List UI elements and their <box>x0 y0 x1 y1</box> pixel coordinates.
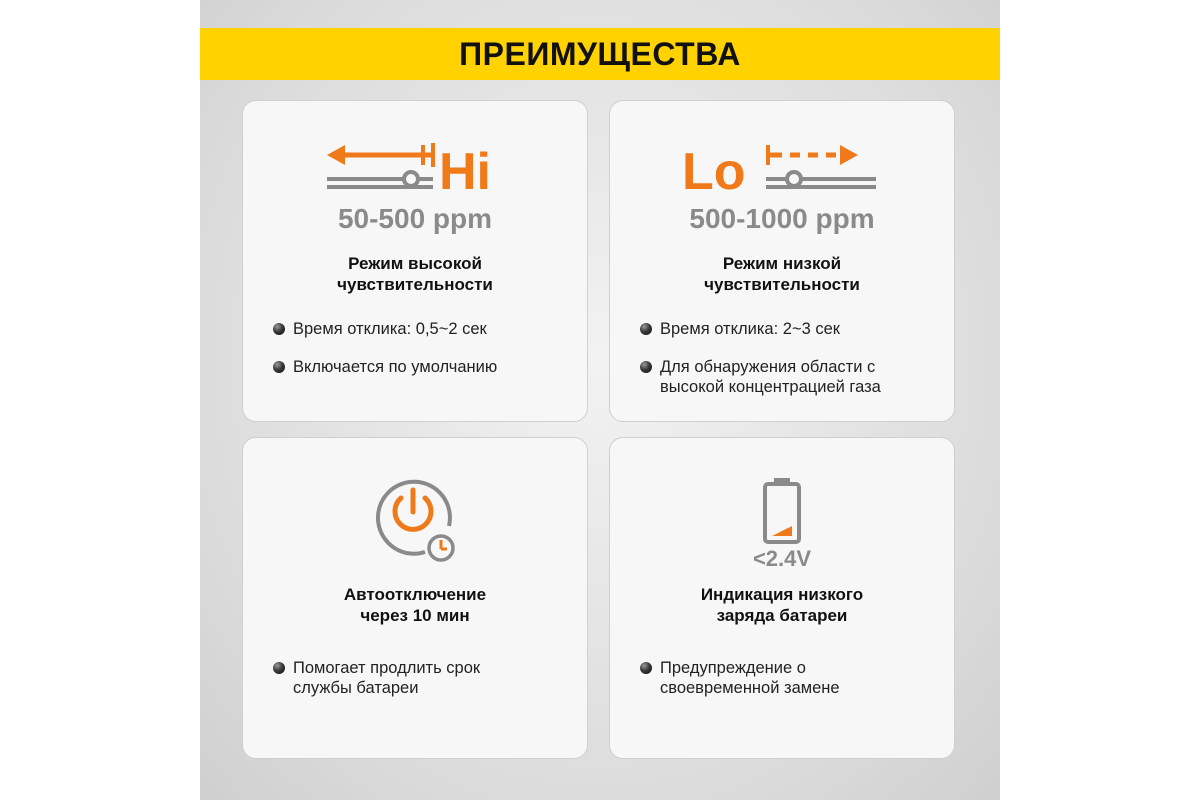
infographic <box>200 0 1000 800</box>
range-value: 50-500 ppm <box>337 203 493 234</box>
bullet-list <box>640 658 936 716</box>
bullet-icon <box>273 361 285 373</box>
lo-icon-label: Lo <box>682 143 746 199</box>
card-title: Режим низкой чувствительности <box>704 254 860 294</box>
list-item: Для обнаружения области с высокой концентрацией газа <box>640 357 936 397</box>
card-low-sensitivity <box>609 100 955 422</box>
page-title: ПРЕИМУЩЕСТВА <box>459 35 741 72</box>
list-item: Предупреждение о своевременной замене <box>640 658 936 698</box>
card-auto-off <box>242 437 588 759</box>
bullet-icon <box>640 361 652 373</box>
lo-sensitivity-icon <box>610 139 954 199</box>
bullet-icon <box>640 662 652 674</box>
hi-icon-label: Hi <box>439 143 491 199</box>
bullet-list <box>273 319 569 395</box>
list-item: Время отклика: 0,5~2 сек <box>273 319 569 339</box>
card-title: Режим высокой чувствительности <box>337 254 493 294</box>
header-banner <box>200 28 1000 80</box>
bullet-list <box>273 658 569 716</box>
list-item: Включается по умолчанию <box>273 357 569 377</box>
voltage-label: <2.4V <box>752 546 812 571</box>
bullet-icon <box>273 323 285 335</box>
card-high-sensitivity <box>242 100 588 422</box>
bullet-icon <box>273 662 285 674</box>
card-title: Автоотключение через 10 мин <box>343 585 487 625</box>
range-value: 500-1000 ppm <box>689 203 875 234</box>
list-item: Помогает продлить срок службы батареи <box>273 658 569 698</box>
card-title: Индикация низкого заряда батареи <box>700 585 864 625</box>
hi-sensitivity-icon <box>243 139 587 199</box>
power-timer-icon <box>243 476 587 566</box>
bullet-list <box>640 319 936 415</box>
list-item: Время отклика: 2~3 сек <box>640 319 936 339</box>
low-battery-icon <box>610 476 954 572</box>
card-low-battery <box>609 437 955 759</box>
bullet-icon <box>640 323 652 335</box>
